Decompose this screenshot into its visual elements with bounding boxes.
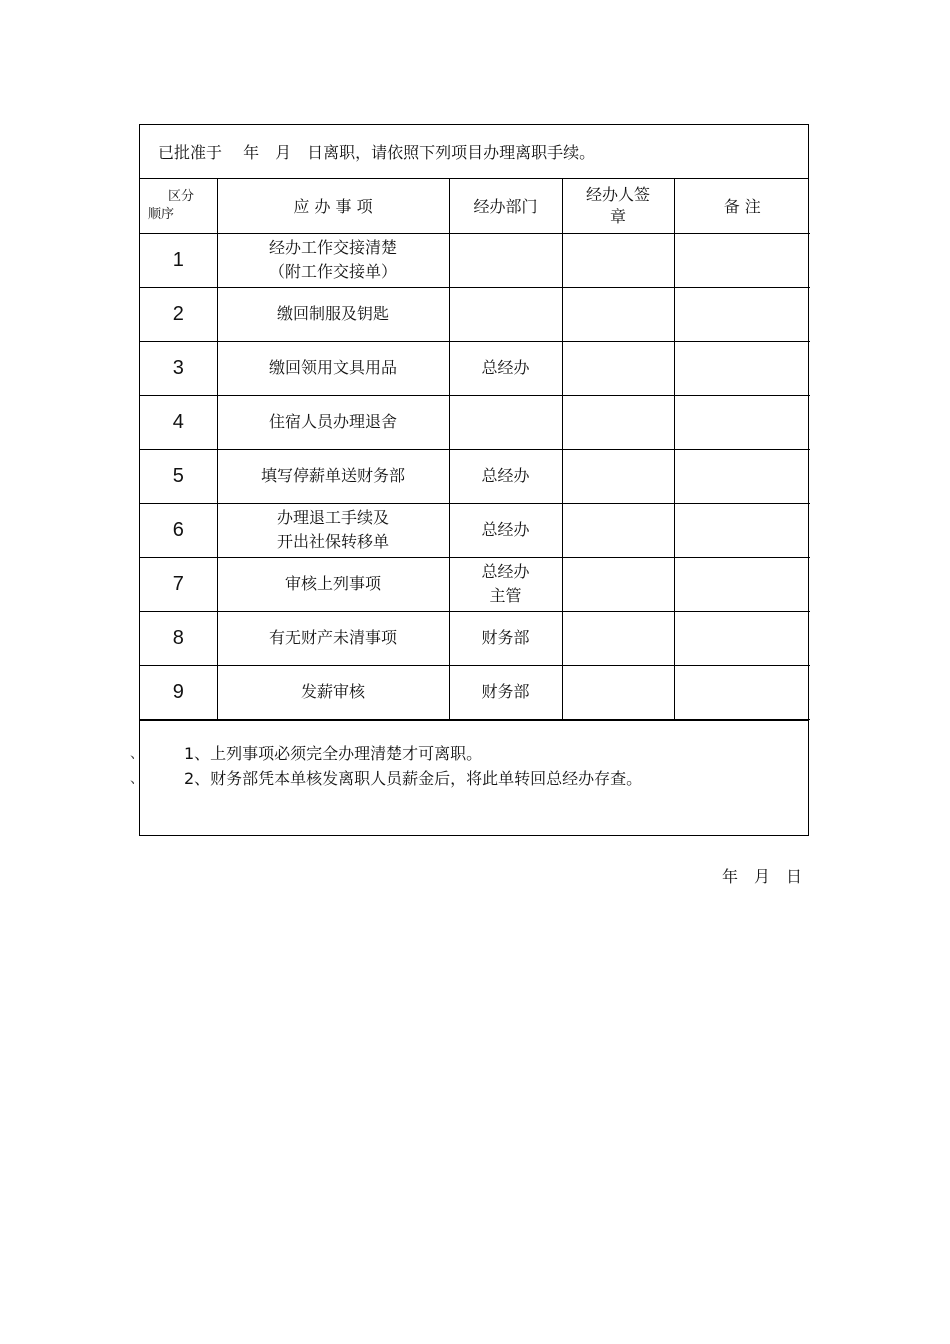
row-sequence: 1: [140, 233, 217, 287]
row-signature-cell[interactable]: [562, 503, 674, 557]
row-signature-cell[interactable]: [562, 341, 674, 395]
row-remark-cell[interactable]: [674, 665, 810, 719]
note-mark: 、: [130, 745, 144, 762]
row-department-line: 主管: [489, 586, 522, 605]
table-row: [140, 665, 810, 719]
row-department: [449, 233, 562, 287]
row-item: [217, 233, 449, 287]
row-item-line: 缴回领用文具用品: [268, 358, 397, 377]
row-remark-cell[interactable]: [674, 341, 810, 395]
row-item: [217, 503, 449, 557]
header-sequence: [140, 179, 217, 233]
row-remark-cell[interactable]: [674, 449, 810, 503]
row-item: [217, 287, 449, 341]
row-sequence: 7: [140, 557, 217, 611]
table-row: [140, 611, 810, 665]
row-remark-cell[interactable]: [674, 611, 810, 665]
table-row: [140, 287, 810, 341]
header-sequence-bottom: 顺序: [148, 206, 175, 222]
row-item-line: 缴回制服及钥匙: [276, 304, 389, 323]
header-remark: 备 注: [674, 179, 810, 233]
row-department: [449, 449, 562, 503]
row-item: [217, 395, 449, 449]
row-sequence: 8: [140, 611, 217, 665]
row-signature-cell[interactable]: [562, 395, 674, 449]
row-sequence: 4: [140, 395, 217, 449]
row-item-line: 办理退工手续及: [276, 508, 389, 527]
row-sequence: 6: [140, 503, 217, 557]
row-item-line: 住宿人员办理退舍: [268, 412, 397, 431]
row-item-line: 审核上列事项: [284, 574, 381, 593]
row-signature-cell[interactable]: [562, 449, 674, 503]
row-item: [217, 341, 449, 395]
row-item-line: 经办工作交接清楚: [268, 238, 397, 257]
row-remark-cell[interactable]: [674, 557, 810, 611]
header-sequence-top: 区分: [168, 188, 195, 204]
row-item: [217, 665, 449, 719]
resignation-form: [130, 124, 809, 836]
row-department: [449, 503, 562, 557]
table-row: [140, 557, 810, 611]
row-department-line: 总经办: [481, 466, 530, 485]
note-1: 1、上列事项必须完全办理清楚才可离职。: [184, 743, 483, 763]
row-department-line: 财务部: [481, 628, 530, 647]
row-signature-cell[interactable]: [562, 557, 674, 611]
row-remark-cell[interactable]: [674, 287, 810, 341]
note-mark: 、: [130, 770, 144, 787]
row-item: [217, 449, 449, 503]
row-item: [217, 611, 449, 665]
table-row: [140, 449, 810, 503]
row-department: [449, 341, 562, 395]
row-signature-cell[interactable]: [562, 665, 674, 719]
row-sequence: 2: [140, 287, 217, 341]
row-department: [449, 557, 562, 611]
row-department-line: 总经办: [481, 358, 530, 377]
row-remark-cell[interactable]: [674, 233, 810, 287]
row-remark-cell[interactable]: [674, 395, 810, 449]
row-department-line: 总经办: [481, 562, 530, 581]
row-signature-cell[interactable]: [562, 287, 674, 341]
table-row: [140, 341, 810, 395]
row-department: [449, 395, 562, 449]
row-item: [217, 557, 449, 611]
table-header-row: [140, 179, 810, 233]
row-department: [449, 611, 562, 665]
signing-date: 年 月 日: [722, 867, 803, 886]
row-remark-cell[interactable]: [674, 503, 810, 557]
header-signature: [562, 179, 674, 233]
approval-statement: 已批准于 年 月 日离职，请依照下列项目办理离职手续。: [140, 125, 808, 179]
header-department: 经办部门: [449, 179, 562, 233]
table-row: [140, 395, 810, 449]
row-sequence: 9: [140, 665, 217, 719]
row-sequence: 3: [140, 341, 217, 395]
procedure-table: [140, 179, 810, 720]
row-item-line: 开出社保转移单: [276, 532, 389, 551]
row-department: [449, 287, 562, 341]
row-department-line: 财务部: [481, 682, 530, 701]
note-2: 2、财务部凭本单核发离职人员薪金后，将此单转回总经办存查。: [184, 768, 643, 788]
header-signature-line2: 章: [609, 206, 626, 226]
table-row: [140, 503, 810, 557]
table-row: [140, 233, 810, 287]
row-item-line: （附工作交接单）: [268, 262, 397, 281]
row-item-line: 有无财产未清事项: [268, 628, 397, 647]
row-department: [449, 665, 562, 719]
row-item-line: 填写停薪单送财务部: [260, 466, 405, 485]
row-item-line: 发薪审核: [300, 682, 365, 701]
notes-section: [130, 720, 808, 835]
row-sequence: 5: [140, 449, 217, 503]
header-signature-line1: 经办人签: [585, 184, 650, 204]
row-signature-cell[interactable]: [562, 233, 674, 287]
header-item: 应 办 事 项: [217, 179, 449, 233]
row-department-line: 总经办: [481, 520, 530, 539]
row-signature-cell[interactable]: [562, 611, 674, 665]
